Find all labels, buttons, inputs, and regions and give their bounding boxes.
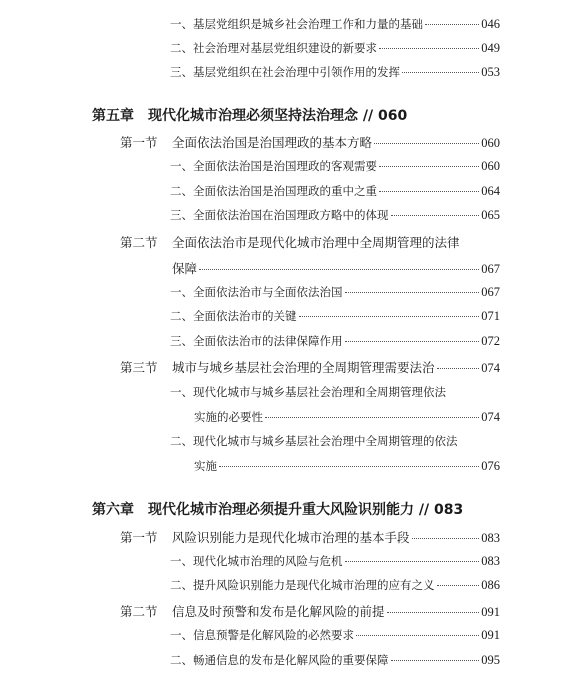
toc-page-number: 064 (481, 184, 500, 198)
chapter-label: 第五章 (92, 108, 134, 124)
toc-subsection (170, 433, 458, 449)
toc-subsection (170, 40, 500, 56)
toc-section (120, 233, 460, 251)
leader-dots (374, 136, 479, 145)
toc-title: 三、基层党组织在社会治理中引领作用的发挥 (170, 65, 400, 79)
toc-title: 一、信息预警是化解风险的必然要求 (170, 628, 354, 642)
leader-dots (412, 531, 480, 540)
toc-page-number: 086 (481, 578, 500, 592)
toc-title: 二、全面依法治国是治国理政的重中之重 (170, 184, 377, 198)
toc-title: 城市与城乡基层社会治理的全周期管理需要法治 (172, 360, 435, 375)
toc-title: 信息及时预警和发布是化解风险的前提 (172, 604, 385, 619)
toc-title: 一、全面依法治国是治国理政的客观需要 (170, 159, 377, 173)
toc-title: 一、基层党组织是城乡社会治理工作和力量的基础 (170, 17, 423, 31)
toc-subsection (170, 308, 500, 324)
toc-page-number: 095 (481, 653, 500, 667)
toc-page-number: 060 (481, 159, 500, 173)
toc-title: 全面依法治市是现代化城市治理中全周期管理的法律 (172, 235, 460, 250)
toc-page-number: 083 (481, 531, 500, 545)
leader-dots (437, 361, 480, 370)
leader-dots (219, 459, 479, 467)
toc-subsection (170, 284, 500, 300)
toc-title: 一、现代化城市与城乡基层社会治理和全周期管理依法 (170, 385, 446, 399)
toc-subsection (170, 16, 500, 32)
toc-section (120, 602, 500, 620)
leader-dots (379, 184, 479, 192)
toc-page-number: 091 (481, 628, 500, 642)
section-label: 第二节 (120, 235, 158, 250)
toc-title: 二、提升风险识别能力是现代化城市治理的应有之义 (170, 578, 435, 592)
toc-page-number: 083 (481, 554, 500, 568)
toc-page-number: 074 (481, 410, 500, 424)
toc-page-number: 067 (481, 285, 500, 299)
toc-subsection (170, 652, 500, 668)
toc-section (120, 133, 500, 151)
leader-dots (379, 41, 479, 49)
toc-subsection (170, 627, 500, 643)
leader-dots (379, 159, 479, 167)
toc-title: 一、现代化城市治理的风险与危机 (170, 554, 343, 568)
toc-page-number: 046 (481, 17, 500, 31)
leader-dots (299, 309, 480, 317)
toc-page-number: 076 (481, 459, 500, 473)
section-label: 第二节 (120, 604, 158, 619)
toc-title: 一、全面依法治市与全面依法治国 (170, 285, 343, 299)
toc-subsection (170, 64, 500, 80)
section-label: 第一节 (120, 530, 158, 545)
leader-dots (402, 65, 479, 73)
toc-subsection (170, 384, 446, 400)
toc-title: 三、全面依法治市的法律保障作用 (170, 334, 343, 348)
toc-page-number: 067 (481, 262, 500, 276)
toc-title: 二、畅通信息的发布是化解风险的重要保障 (170, 653, 389, 667)
toc-page-number: 065 (481, 208, 500, 222)
chapter-title: 现代化城市治理必须坚持法治理念 // 060 (148, 108, 408, 124)
toc-subsection (170, 183, 500, 199)
toc-chapter-heading (92, 105, 407, 125)
section-label: 第一节 (120, 135, 158, 150)
toc-page-number: 072 (481, 334, 500, 348)
leader-dots (425, 17, 479, 25)
toc-title: 实施 (194, 459, 217, 473)
toc-section (120, 358, 500, 376)
toc-title: 二、现代化城市与城乡基层社会治理中全周期管理的依法 (170, 434, 458, 448)
toc-title: 实施的必要性 (194, 410, 263, 424)
toc-page-number: 060 (481, 136, 500, 150)
toc-subsection (170, 207, 500, 223)
toc-title: 风险识别能力是现代化城市治理的基本手段 (172, 530, 410, 545)
leader-dots (437, 578, 480, 586)
toc-page-number: 091 (481, 605, 500, 619)
chapter-label: 第六章 (92, 502, 134, 518)
toc-chapter-heading (92, 499, 463, 519)
toc-subsection (170, 158, 500, 174)
toc-page-number: 053 (481, 65, 500, 79)
toc-title: 全面依法治国是治国理政的基本方略 (172, 135, 373, 150)
leader-dots (387, 605, 480, 614)
toc-page-number: 049 (481, 41, 500, 55)
toc-section-continued (172, 259, 500, 277)
toc-subsection (170, 553, 500, 569)
leader-dots (391, 208, 480, 216)
leader-dots (345, 334, 480, 342)
chapter-title: 现代化城市治理必须提升重大风险识别能力 // 083 (148, 502, 464, 518)
leader-dots (345, 285, 480, 293)
toc-subsection-continued (194, 409, 500, 425)
toc-title: 保障 (172, 261, 198, 276)
leader-dots (345, 554, 480, 562)
toc-page-number: 074 (481, 361, 500, 375)
toc-title: 三、全面依法治国在治国理政方略中的体现 (170, 208, 389, 222)
leader-dots (356, 628, 479, 636)
toc-title: 二、全面依法治市的关键 (170, 309, 297, 323)
leader-dots (265, 410, 479, 418)
toc-subsection (170, 577, 500, 593)
leader-dots (391, 653, 480, 661)
leader-dots (199, 262, 479, 271)
toc-page-number: 071 (481, 309, 500, 323)
toc-section (120, 528, 500, 546)
toc-subsection-continued (194, 458, 500, 474)
section-label: 第三节 (120, 360, 158, 375)
toc-subsection (170, 333, 500, 349)
toc-title: 二、社会治理对基层党组织建设的新要求 (170, 41, 377, 55)
